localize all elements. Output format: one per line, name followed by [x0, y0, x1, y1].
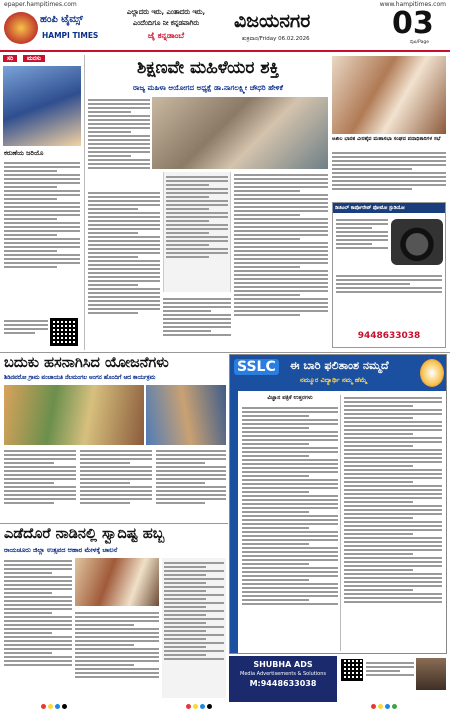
second-story-photo-1 [4, 385, 144, 445]
left-column-text [4, 160, 80, 310]
top-story-text-c [234, 172, 328, 350]
shubha-ads-banner[interactable] [229, 656, 337, 702]
header-divider [0, 50, 450, 52]
masthead-logo [4, 10, 109, 46]
edition-block [230, 10, 390, 46]
sslc-side-strip [230, 391, 238, 653]
second-story-text-a [4, 448, 76, 520]
color-dot [41, 704, 46, 709]
third-story-text-a [4, 558, 72, 698]
left-section-title: ಕರುಣೆಯ ಜರಿಯೊ [4, 149, 44, 157]
second-story-photo-2 [146, 385, 226, 445]
second-story-text-b [80, 448, 152, 520]
label-sari: ಸರಿ [3, 55, 17, 62]
footer-dots-left [40, 704, 68, 711]
footer-dots-center [185, 704, 213, 711]
top-story-text-d [163, 296, 231, 350]
color-dot [200, 704, 205, 709]
krishna-image [3, 66, 81, 146]
footer-contact-text [366, 660, 414, 678]
color-dot [392, 704, 397, 709]
color-dot [48, 704, 53, 709]
right-top-text [332, 150, 446, 198]
section-divider-1 [0, 352, 450, 353]
camera-icon [391, 219, 443, 265]
second-story-text-c [156, 448, 226, 520]
footer-qr-code[interactable] [341, 659, 363, 681]
color-dot [62, 704, 67, 709]
section-divider-2 [0, 523, 228, 524]
sslc-questions-left [242, 405, 338, 651]
top-story-bullets [163, 172, 231, 292]
top-story-photo [152, 97, 328, 169]
shubha-ads-phone[interactable]: M:9448633038 [249, 679, 317, 688]
shubha-ads-subtitle: Media Advertisements & Solutions [240, 671, 326, 677]
third-story-subheadline: ರಾಯಚೂರು ಜಿಲ್ಲಾ ಉತ್ಸವದ ಆಹಾರ ಮೇಳಕ್ಕೆ ಚಾಲನೆ [4, 546, 118, 554]
label-manasu: ಮನಸು [23, 55, 45, 62]
footer-portrait [416, 658, 446, 690]
page-label: ಪುಟ/Page [410, 40, 430, 45]
header-quote [110, 8, 222, 48]
color-dot [207, 704, 212, 709]
header-url-right[interactable]: www.hampitimes.com [379, 1, 446, 8]
left-col-labels [3, 55, 83, 65]
right-top-photo [332, 56, 446, 134]
color-dot [186, 704, 191, 709]
third-story-bullets [162, 558, 226, 698]
camera-ad[interactable] [332, 202, 446, 348]
shubha-ads-title: SHUBHA ADS [253, 660, 313, 669]
quote-line-2: ಎಂದೆಂದಿಗೂ ನೀ ಕನ್ನಡವಾಗಿರು [132, 19, 200, 27]
camera-ad-details [336, 273, 442, 295]
page-number: 03 [392, 6, 434, 41]
top-story-text-b [88, 190, 160, 350]
right-top-caption: ಅಖಿಲ ಭಾರತ ವೀರಶೈವ ಮಹಾಸಭಾ ಸಂಘದ ಪದಾಧಿಕಾರಿಗಳ ಸಭೆ [332, 136, 441, 142]
sslc-subline: ನಮ್ಮೂರ ವಿದ್ಯಾರ್ಥಿ ನಮ್ಮ ಹೆಮ್ಮೆ [300, 376, 367, 384]
top-story-subheadline: ರಾಜ್ಯ ಮಹಿಳಾ ಆಯೋಗದ ಅಧ್ಯಕ್ಷೆ ಡಾ.ನಾಗಲಕ್ಷ್ಮೀ ಚೌಧರಿ ಹೇಳಿಕೆ [133, 83, 283, 92]
top-story-text-a [88, 97, 150, 187]
sslc-questions-right [344, 395, 442, 651]
third-story-photo [75, 558, 159, 606]
color-dot [385, 704, 390, 709]
camera-ad-text [336, 217, 388, 251]
edition-title: ವಿಜಯನಗರ [234, 10, 311, 32]
sslc-divider [340, 395, 341, 651]
top-story-headline: ಶಿಕ್ಷಣವೇ ಮಹಿಳೆಯರ ಶಕ್ತಿ [136, 58, 280, 78]
sslc-logo-icon [420, 359, 444, 387]
quote-line-1: ಎಲ್ಲಾದರು ಇರು, ಎಂತಾದರು ಇರು, [126, 8, 206, 16]
color-dot [193, 704, 198, 709]
sslc-paper-title: ವಿಜ್ಞಾನ ಪತ್ರಿಕೆ ಉತ್ತರಗಳು [267, 395, 313, 401]
color-dot [371, 704, 376, 709]
logo-text-kannada: ಹಂಪಿ ಟೈಮ್ಸ್ [40, 14, 83, 25]
camera-ad-phone[interactable]: 9448633038 [357, 331, 421, 341]
sslc-panel [229, 354, 447, 654]
footer-dots-right [370, 704, 398, 711]
camera-ad-header: ಡಿಜಿಟಲ್ ಕಾರ್ಪೊರೇಟ್ ಫೋಟೋ ಸ್ಟುಡಿಯೋ [333, 203, 445, 213]
logo-text-english: HAMPI TIMES [42, 31, 99, 40]
sslc-badge: SSLC [234, 359, 279, 375]
third-story-text-b [75, 610, 159, 700]
color-dot [55, 704, 60, 709]
edition-date: ಶುಕ್ರವಾರ/Friday 06.02.2026 [242, 36, 310, 42]
left-qr-text [4, 318, 48, 336]
logo-emblem-icon [4, 12, 38, 44]
third-story-headline: ಎಡೆದೊರೆ ನಾಡಿನಲ್ಲಿ ಸ್ವಾದಿಷ್ಟ ಹಬ್ಬ [4, 526, 165, 542]
left-qr-code[interactable] [50, 318, 78, 346]
column-divider [84, 55, 85, 350]
second-story-subheadline: ಶಿಡಿನವರೋ ಗ್ರಾಮ ಪಂಚಾಯತಿ ನೆಲಮಂಗಲ ಅಂಗನ ಹೊಂದಿಗೆ ಆದ ಕಾರ್ಯಕ್ರಮ [4, 375, 156, 381]
sslc-headline: ಈ ಬಾರಿ ಫಲಿತಾಂಶ ನಮ್ಮದೆ [290, 359, 389, 372]
second-story-headline: ಬದುಕು ಹಸನಾಗಿಸಿದ ಯೋಜನೆಗಳು [4, 355, 169, 371]
color-dot [378, 704, 383, 709]
header-url-left[interactable]: epaper.hampitimes.com [4, 1, 77, 8]
quote-line-3: ಜೈ ಕನ್ನಡಾಂಬೆ [147, 31, 185, 40]
